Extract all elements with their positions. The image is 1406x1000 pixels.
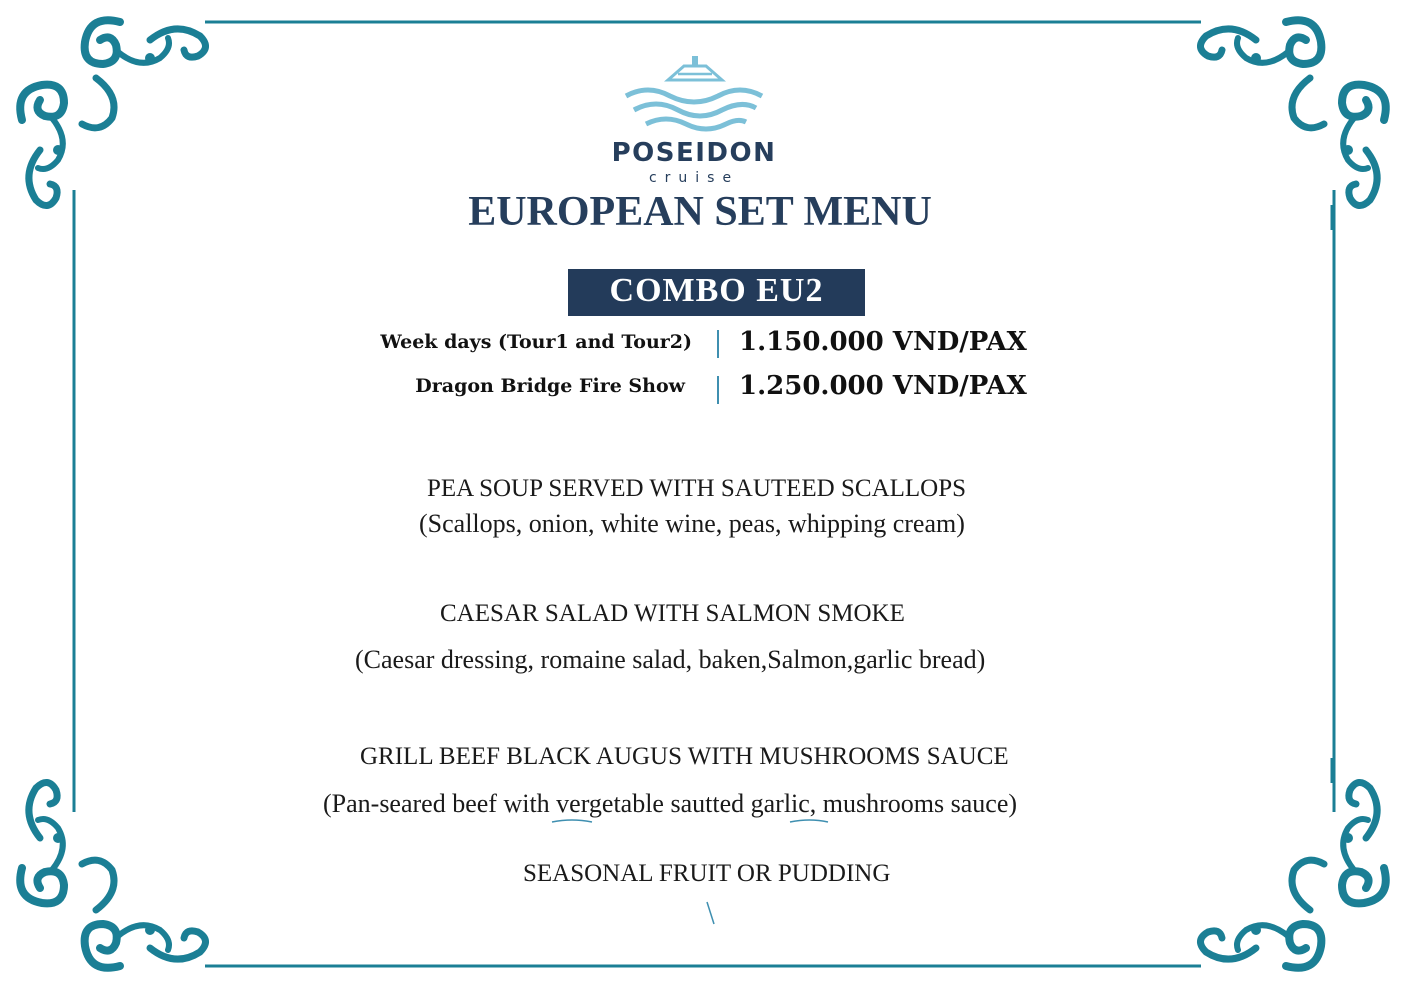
corner-ornament-top-right-icon [1176,20,1386,230]
ship-waves-icon [620,52,768,140]
corner-ornament-bottom-left-icon [20,758,230,968]
price-divider [717,330,719,358]
combo-badge: COMBO EU2 [568,269,865,316]
corner-ornament-bottom-right-icon [1176,758,1386,968]
course-name: CAESAR SALAD WITH SALMON SMOKE [440,600,905,627]
course-description: (Caesar dressing, romaine salad, baken,Salmon,garlic bread) [355,645,986,674]
course-name: GRILL BEEF BLACK AUGUS WITH MUSHROOMS SAUCE [360,743,1009,770]
brand-subtitle: cruise [648,170,740,186]
price-label-fire-show: Dragon Bridge Fire Show [415,375,685,397]
course-name: PEA SOUP SERVED WITH SAUTEED SCALLOPS [427,475,967,502]
corner-ornament-top-left-icon [20,20,230,230]
price-value-weekdays: 1.150.000 VND/PAX [739,327,1027,357]
price-divider [717,376,719,404]
price-value-fire-show: 1.250.000 VND/PAX [739,371,1027,401]
price-label-weekdays: Week days (Tour1 and Tour2) [380,331,692,353]
brand-name: POSEIDON [611,138,777,168]
course-description: (Scallops, onion, white wine, peas, whipping cream) [419,509,965,538]
course-description: (Pan-seared beef with vergetable sautted garlic, mushrooms sauce) [323,789,1018,818]
menu-title: EUROPEAN SET MENU [468,189,932,235]
course-name: SEASONAL FRUIT OR PUDDING [523,860,891,887]
